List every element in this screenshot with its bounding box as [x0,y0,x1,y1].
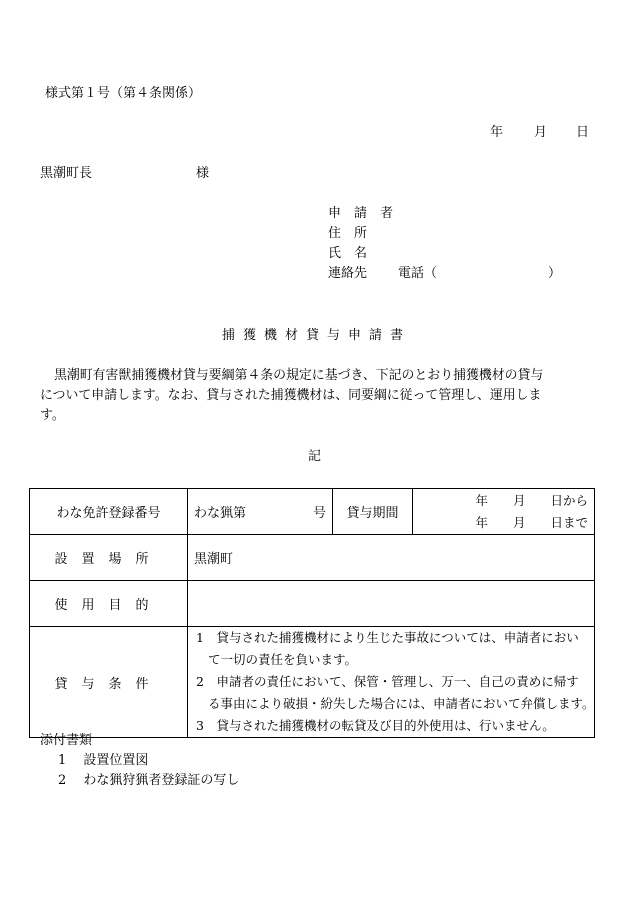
period-from: 年 月 日から [475,492,588,508]
applicant-name-label: 氏 名 [328,246,368,261]
applicant-address-label: 住 所 [328,226,368,241]
conditions-label: 貸与条件 [30,627,188,738]
applicant-contact-label: 連絡先 [328,266,368,281]
condition-2-text: 申請者の責任において、保管・管理し、万一、自己の責めに帰す [216,674,579,689]
date-month-label: 月 [534,125,548,140]
location-label: 設置場所 [30,535,188,581]
condition-1-text: 貸与された捕獲機材により生じた事故については、申請者におい [216,630,579,645]
license-suffix: 号 [312,506,326,521]
date-year-label: 年 [490,125,504,140]
period-label: 貸与期間 [333,489,413,535]
purpose-label: 使用目的 [30,581,188,627]
addressee-honorific: 様 [196,166,210,181]
condition-1-line-1 [196,627,590,649]
attachment-item-1 [58,753,148,769]
license-prefix: わな猟第 [194,506,247,521]
attachment-item-1-text: 設置位置図 [83,753,149,768]
license-label: わな免許登録番号 [30,489,188,535]
document-title: 捕獲機材貸与申請書 [222,328,412,343]
application-table [29,488,595,738]
attachment-item-1-number: 1 [58,753,67,768]
condition-1-line-2: て一切の責任を負います。 [208,652,358,667]
condition-2-line-2: る事由により破損・紛失した場合には、申請者において弁償します。 [208,696,595,711]
body-text-line-3: す。 [40,408,65,423]
condition-3-number: 3 [196,718,204,733]
table-row [30,627,595,738]
applicant-phone-label: 電話（ [398,266,438,281]
purpose-value [188,581,595,627]
license-value [188,489,333,535]
period-value [413,489,595,535]
body-text-line-1: 黒潮町有害獣捕獲機材貸与要綱第４条の規定に基づき、下記のとおり捕獲機材の貸与 [54,368,544,383]
condition-1-number: 1 [196,630,204,645]
condition-2-number: 2 [196,674,204,689]
attachment-item-2-number: 2 [58,773,67,788]
attachment-item-2-text: わな猟狩猟者登録証の写し [83,773,240,788]
table-row [30,535,595,581]
body-text-line-2: について申請します。なお、貸与された捕獲機材は、同要綱に従って管理し、運用しま [40,388,542,403]
addressee-name: 黒潮町長 [40,166,93,181]
ki-heading: 記 [308,449,322,464]
applicant-heading: 申 請 者 [328,206,394,221]
applicant-phone-close: ） [548,266,562,281]
location-value: 黒潮町 [188,535,595,581]
conditions-list [188,627,595,738]
condition-2-line-1 [196,671,590,693]
attachments-heading: 添付書類 [40,733,93,748]
attachment-item-2 [58,773,239,789]
form-number: 様式第１号（第４条関係） [45,86,202,101]
condition-3-line-1 [196,715,590,737]
date-day-label: 日 [576,125,590,140]
period-to: 年 月 日まで [475,514,588,530]
table-row [30,581,595,627]
table-row [30,489,595,535]
condition-3-text: 貸与された捕獲機材の転貸及び目的外使用は、行いません。 [216,718,555,733]
